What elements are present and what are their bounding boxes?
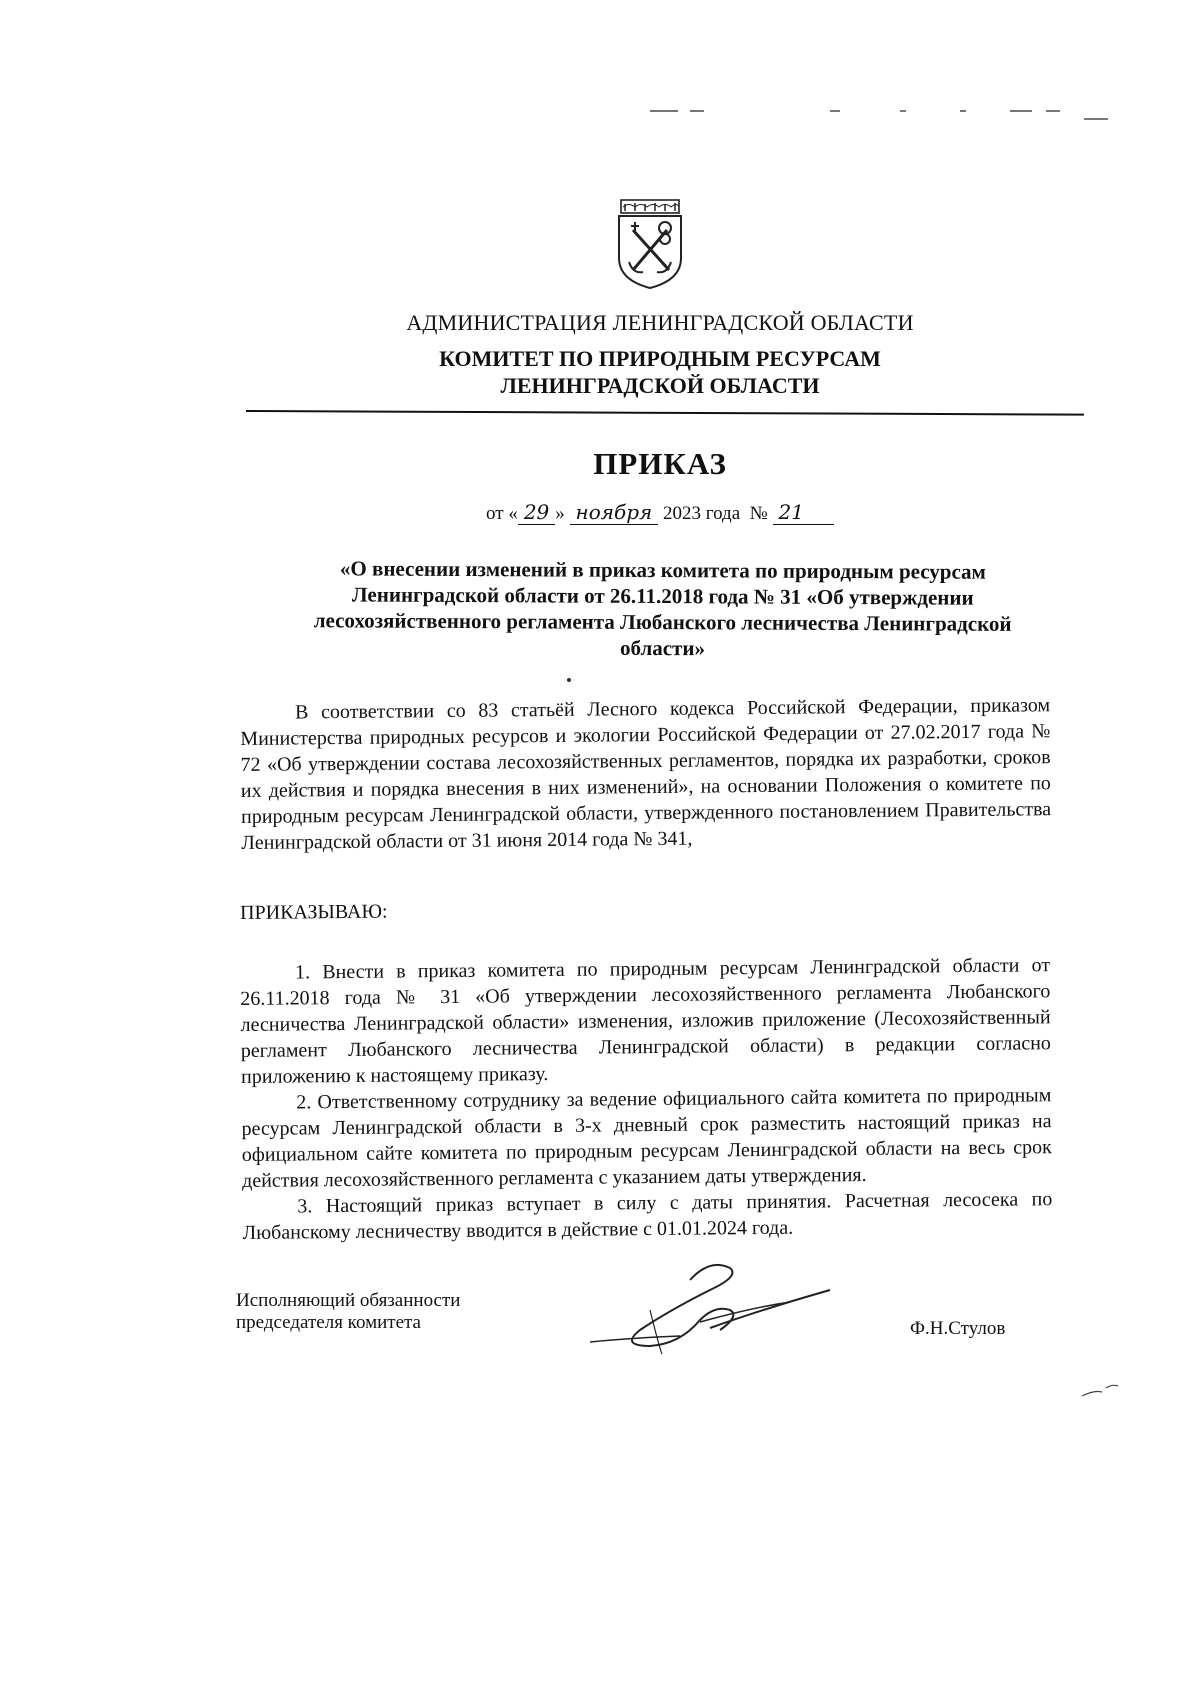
scan-artifact bbox=[960, 110, 966, 112]
committee-name bbox=[300, 345, 1020, 399]
date-quote-close: » bbox=[555, 503, 565, 524]
scan-artifact bbox=[567, 678, 571, 682]
scan-artifact bbox=[1010, 110, 1032, 112]
subject-line: Ленинградской области от 26.11.2018 года № 31 «Об утверждении bbox=[351, 582, 974, 610]
scan-artifact bbox=[650, 110, 678, 112]
committee-name-line2: ЛЕНИНГРАДСКОЙ ОБЛАСТИ bbox=[500, 373, 820, 398]
document-type: ПРИКАЗ bbox=[593, 446, 727, 481]
scan-artifact bbox=[1084, 118, 1108, 120]
order-item-2: 2. Ответственному сотруднику за ведение официального сайта комитета по природным ресурсам Ленинградской области в 3-х дневный срок разместить настоящий приказ на официальном сайте комитета по природным ресурсам Ленинградской области на весь срок действия лесохозяйственного регламента с указанием даты утверждения. bbox=[241, 1084, 1052, 1192]
order-items bbox=[240, 952, 1053, 1246]
date-day: 29 bbox=[518, 500, 555, 525]
administration-name: АДМИНИСТРАЦИЯ ЛЕНИНГРАДСКОЙ ОБЛАСТИ bbox=[406, 310, 914, 335]
document-subject bbox=[267, 555, 1058, 663]
scan-artifact bbox=[1046, 110, 1060, 112]
scan-artifact bbox=[1080, 1380, 1120, 1400]
number-sign: № bbox=[749, 503, 768, 524]
date-prefix: от « bbox=[486, 503, 518, 524]
signatory-role bbox=[236, 1290, 460, 1334]
order-heading bbox=[240, 892, 1050, 926]
preamble bbox=[240, 692, 1051, 856]
subject-line: области» bbox=[619, 635, 706, 661]
signatory-role-line2: председателя комитета bbox=[236, 1312, 421, 1333]
coat-of-arms-icon bbox=[615, 198, 685, 290]
order-item-3: 3. Настоящий приказ вступает в силу с даты принятия. Расчетная лесосека по Любанскому лесничеству вводится в действие с 01.01.2024 года. bbox=[242, 1188, 1053, 1244]
date-year: 2023 года bbox=[663, 503, 741, 524]
signatory-role-line1: Исполняющий обязанности bbox=[236, 1290, 461, 1311]
order-word: ПРИКАЗЫВАЮ: bbox=[240, 900, 388, 924]
header-divider bbox=[246, 410, 1084, 416]
scan-artifact bbox=[900, 110, 906, 112]
date-number-line bbox=[300, 500, 1020, 525]
document-number: 21 bbox=[773, 500, 834, 525]
handwritten-signature bbox=[590, 1250, 860, 1360]
subject-line: лесохозяйственного регламента Любанского лесничества Ленинградской bbox=[313, 608, 1012, 636]
subject-line: «О внесении изменений в приказ комитета по природным ресурсам bbox=[339, 556, 986, 584]
scan-artifact bbox=[690, 110, 704, 112]
committee-name-line1: КОМИТЕТ ПО ПРИРОДНЫМ РЕСУРСАМ bbox=[439, 346, 881, 371]
date-month: ноября bbox=[570, 500, 659, 525]
preamble-paragraph: В соответствии со 83 статьёй Лесного кодекса Российской Федерации, приказом Министерства природных ресурсов и экологии Российской Федерации от 27.02.2017 года № 72 «Об утверждении состава лесохозяйственных регламентов, порядка их разработки, сроков их действия и порядка внесения в них изменений», на основании Положения о комитете по природным ресурсам Ленинградской области, утвержденного постановлением Правительства Ленинградской области от 31 июня 2014 года № 341, bbox=[240, 694, 1052, 854]
scan-artifact bbox=[830, 110, 840, 112]
signatory-name: Ф.Н.Стулов bbox=[910, 1318, 1006, 1339]
order-item-1: 1. Внести в приказ комитета по природным ресурсам Ленинградской области от 26.11.2018 года № 31 «Об утверждении лесохозяйственного регламента Любанского лесничества Ленинградской области» изменения, изложив приложение (Лесохозяйственный регламент Любанского лесничества Ленинградской области) в редакции согласно приложению к настоящему приказу. bbox=[240, 954, 1051, 1088]
